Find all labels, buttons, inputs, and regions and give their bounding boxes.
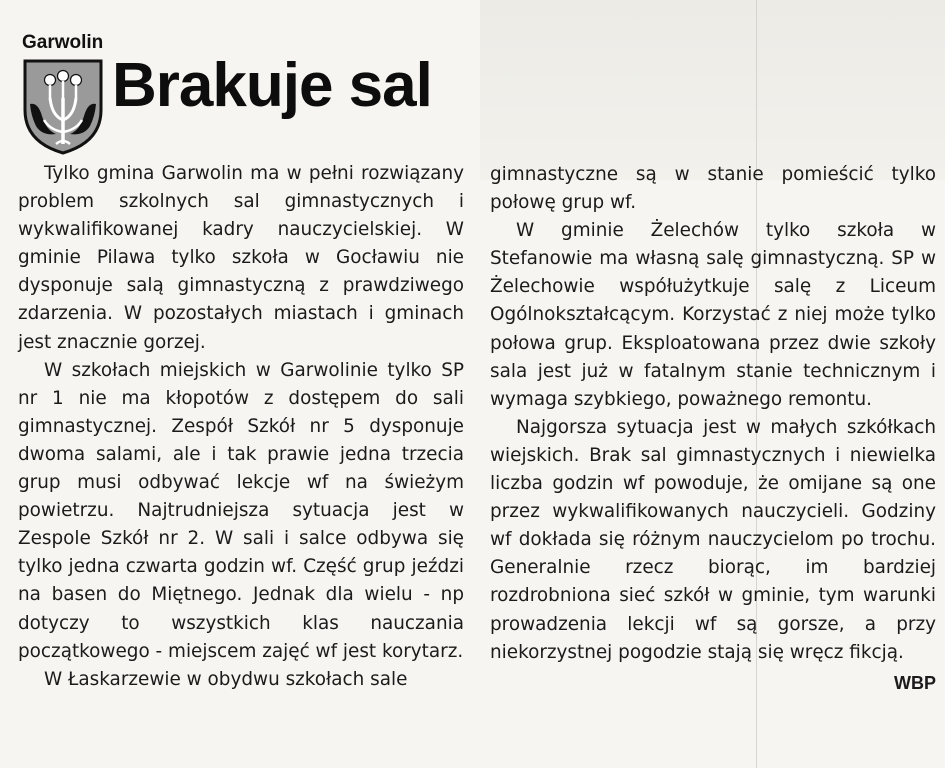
- paragraph: Tylko gmina Garwolin ma w pełni rozwiązany problem szkolnych sal gimnastycznych i wykwalifikowanej kadry nauczycielskiej. W gminie Pilawa tylko szkoła w Gocławiu nie dysponuje salą gimnastyczną z prawdziwego zdarzenia. W pozostałych miastach i gminach jest znacznie gorzej.: [18, 163, 464, 353]
- paragraph: Najgorsza sytuacja jest w małych szkółkach wiejskich. Brak sal gimnastycznych i niewielka liczba godzin wf powoduje, że omijane są one przez wykwalifikowanych nauczycieli. Godziny wf dokłada się różnym nauczycielom po trochu. Generalnie rzecz biorąc, im bardziej rozdrobniona sieć szkół w gminie, tym warunki prowadzenia lekcji wf są gorsze, a przy niekorzystnej pogodzie stają się wręcz fikcją.: [490, 416, 936, 663]
- paragraph: gimnastyczne są w stanie pomieścić tylko połowę grup wf.: [490, 164, 936, 214]
- bleed-through-area: [480, 0, 945, 180]
- paragraph: W Łaskarzewie w obydwu szkołach sale: [44, 668, 408, 690]
- coat-of-arms-icon: [22, 58, 104, 156]
- paragraph: W szkołach miejskich w Garwolinie tylko SP nr 1 nie ma kłopotów z dostępem do sali gimnastycznej. Zespół Szkół nr 5 dysponuje dwoma salami, ale i tak prawie jedna trzecia grup musi odbywać lekcje wf na świeżym powietrzu. Najtrudniejsza sytuacja jest w Zespole Szkół nr 2. W sali i salce odbywa się tylko jedna czwarta godzin wf. Część grup jeździ na basen do Miętnego. Jednak dla wielu - np dotyczy to wszystkich klas nauczania początkowego - miejscem zajęć wf jest korytarz.: [18, 359, 464, 662]
- headline: Brakuje sal: [112, 51, 432, 120]
- article-column-right: [490, 161, 936, 697]
- article-location: Garwolin: [22, 32, 104, 53]
- article-column-left: [18, 160, 464, 694]
- paragraph: W gminie Żelechów tylko szkoła w Stefanowie ma własną salę gimnastyczną. SP w Żelechowie współużytkuje salę z Liceum Ogólnokształcącym. Korzystać z niej może tylko połowa grup. Eksploatowana przez dwie szkoły sala jest już w fatalnym stanie technicznym i wymaga szybkiego, poważnego remontu.: [490, 220, 936, 410]
- author-signature: WBP: [894, 672, 936, 693]
